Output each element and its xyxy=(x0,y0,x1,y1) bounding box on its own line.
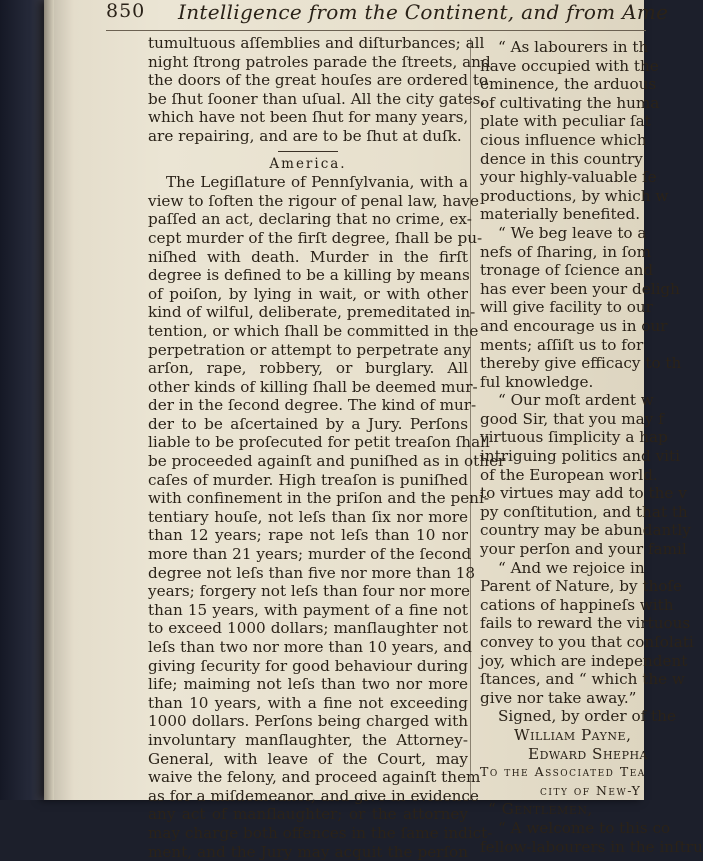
address-heading: To the Associated Tea xyxy=(480,764,646,780)
text-line: the doors of the great houſes are ordered to xyxy=(148,71,489,90)
text-line: tumultuous aſſemblies and diſturbances; all xyxy=(148,34,485,52)
section-divider xyxy=(278,151,338,152)
text-line: paſſed an act, declaring that no crime, ex- xyxy=(148,210,472,229)
america-paragraph xyxy=(148,173,506,861)
text-line: 1000 dollars. Perſons being charged with xyxy=(148,712,468,731)
text-line: productions, by which w xyxy=(480,186,669,205)
signature-name: William Payne, xyxy=(514,725,632,744)
text-line: “ We beg leave to a xyxy=(498,223,647,242)
text-line: view to ſoften the rigour of penal law, have xyxy=(148,191,479,210)
text-line: giving ſecurity for good behaviour during xyxy=(148,656,468,675)
text-line: cept murder of the firſt degree, ſhall be pu- xyxy=(148,228,483,247)
text-line: good Sir, that you may f xyxy=(480,409,664,428)
text-line: your perſon and your famil xyxy=(480,540,687,559)
text-line: of poiſon, by lying in wait, or with other xyxy=(148,284,468,303)
text-line: fails to reward the virtuous xyxy=(480,614,691,633)
text-line: to exceed 1000 dollars; manſlaughter not xyxy=(148,619,468,638)
text-line: cious influence which xyxy=(480,130,647,149)
text-line: with confinement in the priſon and the peni- xyxy=(148,489,489,508)
text-line: leſs than two nor more than 10 years, and xyxy=(148,638,472,656)
text-line: nefs of ſharing, in ſom xyxy=(480,242,651,261)
text-line: country may be abundantly xyxy=(480,521,691,540)
text-line: tention, or which ſhall be committed in the xyxy=(148,321,479,340)
text-line: der to be aſcertained by a Jury. Perſons xyxy=(148,414,468,433)
text-line: degree is defined to be a killing by means xyxy=(148,266,470,285)
text-line: niſhed with death. Murder in the firſt xyxy=(148,247,468,266)
text-line: has ever been your deligh xyxy=(480,279,680,298)
text-line: plate with peculiar ſat xyxy=(480,112,651,131)
text-line: tronage of ſcience and xyxy=(480,261,654,280)
text-line: your highly-valuable ſe xyxy=(480,168,657,187)
text-line: The Legiſlature of Pennſylvania, with a xyxy=(166,173,468,192)
text-line: py conſtitution, and that th xyxy=(480,502,688,521)
text-line: liable to be proſecuted for petit treaſon ſhall xyxy=(148,433,490,452)
text-line: than 15 years, with payment of a fine not xyxy=(148,600,468,619)
text-line: fellow-labourers in the inſtru xyxy=(480,837,703,856)
text-line: convey to you that conſolati xyxy=(480,633,694,651)
text-line: caſes of murder. High treaſon is puniſhed xyxy=(148,470,468,489)
text-line: ment, and the Jury may acquit the perſon xyxy=(148,842,468,861)
text-line: may charge both offences in the ſame indict- xyxy=(148,823,493,842)
page-header xyxy=(106,0,669,32)
text-line: ful knowledge. xyxy=(480,372,594,391)
text-line: Parent of Nature, by thoſe xyxy=(480,577,683,596)
text-line: Signed, by order of the xyxy=(498,707,676,726)
text-line: have occupied with the xyxy=(480,56,659,75)
running-title: Intelligence from the Continent, and from Ame xyxy=(178,0,669,24)
header-rule xyxy=(106,30,646,31)
text-line: life; maiming not leſs than two nor more xyxy=(148,675,468,694)
text-line: will give facility to our xyxy=(480,298,653,317)
text-line: General, with leave of the Court, may xyxy=(148,749,468,768)
text-line: der in the ſecond degree. The kind of mur- xyxy=(148,396,477,415)
text-line: involuntary manſlaughter, the Attorney- xyxy=(148,730,468,749)
text-line: waive the felony, and proceed againſt them xyxy=(148,768,481,787)
text-line: kind of wilful, deliberate, premeditated in- xyxy=(148,303,476,322)
address-heading: city of New-Y xyxy=(540,782,642,798)
text-line: any act of manſlaughter; or the attorney xyxy=(148,805,468,824)
text-line: ſtances, and “ which the w xyxy=(480,670,685,689)
text-line: thereby give efficacy to th xyxy=(480,354,682,373)
text-line: be ſhut ſooner than uſual. All the city gates, xyxy=(148,89,486,108)
text-line: than 12 years; rape not leſs than 10 nor xyxy=(148,526,468,545)
text-line: “ A welcome to this co xyxy=(498,818,671,837)
right-column xyxy=(480,34,703,856)
text-line: eminence, the arduous xyxy=(480,75,657,94)
text-line: perpetration or attempt to perpetrate any xyxy=(148,340,471,359)
text-line: dence in this country xyxy=(480,149,643,168)
column-divider xyxy=(470,38,471,800)
text-line: as for a miſdemeanor, and give in evidence xyxy=(148,786,479,805)
text-line: cations of happineſs with xyxy=(480,595,674,614)
text-line: “ And we rejoice in xyxy=(498,558,645,577)
left-top-paragraph xyxy=(148,34,491,146)
text-line: ments; aſſiſt us to for xyxy=(480,335,644,354)
left-column xyxy=(148,34,506,861)
text-line: other kinds of killing ſhall be deemed mur- xyxy=(148,377,478,396)
text-line: more than 21 years; murder of the ſecond xyxy=(148,545,472,564)
text-line: give nor take away.” xyxy=(480,688,637,707)
text-line: virtuous ſimplicity a hap xyxy=(480,428,668,447)
text-line: materially benefited. xyxy=(480,205,641,224)
text-line: of the European world. xyxy=(480,465,658,484)
text-line: intriguing politics and viti xyxy=(480,447,681,466)
section-heading: America. xyxy=(269,155,347,172)
text-line: which have not been ſhut for many years, xyxy=(148,108,469,127)
text-line: “ Our moſt ardent w xyxy=(498,391,654,410)
text-line: years; forgery not leſs than four nor more xyxy=(148,582,470,601)
text-line: arſon, rape, robbery, or burglary. All xyxy=(148,359,468,378)
page-number: 850 xyxy=(106,0,146,22)
salutation: “ Gentlemen, xyxy=(488,800,593,819)
text-line: joy, which are independent xyxy=(480,651,688,670)
text-line: than 10 years, with a fine not exceeding xyxy=(148,693,468,712)
text-line: are repairing, and are to be ſhut at duſk. xyxy=(148,126,462,145)
text-line: and encourage us in our xyxy=(480,316,668,335)
text-line: tentiary houſe, not leſs than ſix nor more xyxy=(148,507,468,526)
text-line: of cultivating the huma xyxy=(480,93,660,112)
background-binding xyxy=(0,0,44,800)
text-line: night ſtrong patroles parade the ſtreets, and xyxy=(148,52,491,71)
text-line: degree not leſs than five nor more than 18 xyxy=(148,563,476,582)
text-line: be proceeded againſt and puniſhed as in other xyxy=(148,452,506,471)
text-line: to virtues may add to the v xyxy=(480,484,687,503)
signature-name: Edward Shepha xyxy=(528,744,649,763)
text-line: “ As labourers in th xyxy=(498,38,649,56)
